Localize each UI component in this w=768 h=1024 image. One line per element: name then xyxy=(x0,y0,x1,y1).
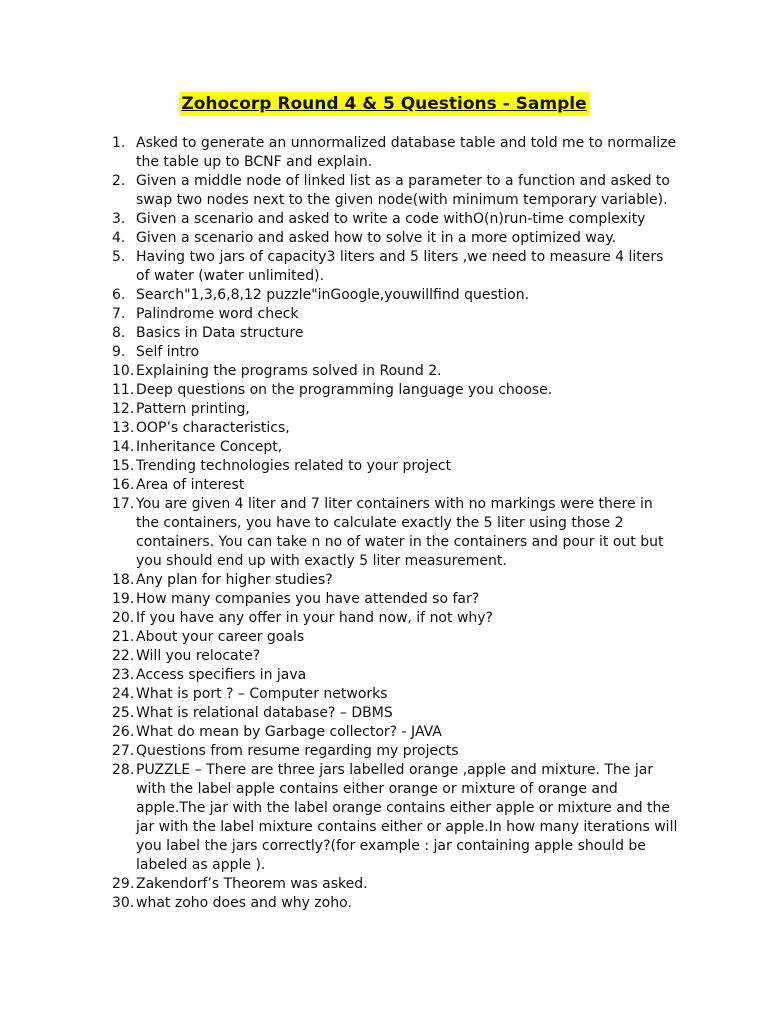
list-item-text: Access specifiers in java xyxy=(136,667,307,683)
list-item-number: 1. xyxy=(112,135,126,151)
list-item-number: 19. xyxy=(112,591,135,607)
list-item-text: What is relational database? – DBMS xyxy=(136,705,393,721)
list-item-text: Asked to generate an unnormalized database table and told me to normalize the table up to BCNF and explain. xyxy=(136,135,677,170)
list-item-text: How many companies you have attended so far? xyxy=(136,591,480,607)
list-item xyxy=(112,875,678,894)
title-container xyxy=(0,92,768,116)
list-item-number: 2. xyxy=(112,173,126,189)
list-item-number: 13. xyxy=(112,420,135,436)
list-item-text: Having two jars of capacity3 liters and 5 liters ,we need to measure 4 liters of water (water unlimited). xyxy=(136,249,664,284)
list-item-number: 15. xyxy=(112,458,135,474)
list-item-text: Questions from resume regarding my projects xyxy=(136,743,459,759)
list-item-text: Pattern printing, xyxy=(136,401,250,417)
list-item xyxy=(112,457,678,476)
list-item-text: Zakendorf’s Theorem was asked. xyxy=(136,876,368,892)
list-item xyxy=(112,628,678,647)
page-title: Zohocorp Round 4 & 5 Questions - Sample xyxy=(181,94,587,114)
list-item xyxy=(112,172,678,210)
list-item-number: 7. xyxy=(112,306,126,322)
list-item-text: Given a scenario and asked to write a code withO(n)run-time complexity xyxy=(136,211,646,227)
question-list xyxy=(112,134,678,913)
list-item xyxy=(112,381,678,400)
list-item xyxy=(112,894,678,913)
list-item xyxy=(112,362,678,381)
list-item xyxy=(112,229,678,248)
list-item xyxy=(112,438,678,457)
list-item-number: 22. xyxy=(112,648,135,664)
list-item xyxy=(112,742,678,761)
list-item-text: Trending technologies related to your project xyxy=(136,458,452,474)
list-item-number: 21. xyxy=(112,629,135,645)
list-item xyxy=(112,590,678,609)
list-item-number: 26. xyxy=(112,724,135,740)
list-item-number: 16. xyxy=(112,477,135,493)
list-item-number: 5. xyxy=(112,249,126,265)
list-item xyxy=(112,495,678,571)
list-item-number: 23. xyxy=(112,667,135,683)
list-item xyxy=(112,419,678,438)
list-item-number: 29. xyxy=(112,876,135,892)
list-item-number: 25. xyxy=(112,705,135,721)
list-item-text: You are given 4 liter and 7 liter containers with no markings were there in the containers, you have to calculate exactly the 5 liter using those 2 containers. You can take n no of water in the containers and pour it out but you should end up with exactly 5 liter measurement. xyxy=(136,496,664,569)
list-item xyxy=(112,343,678,362)
list-item-text: Given a middle node of linked list as a parameter to a function and asked to swap two nodes next to the given node(with minimum temporary variable). xyxy=(136,173,670,208)
list-item xyxy=(112,609,678,628)
list-item xyxy=(112,571,678,590)
list-item-number: 4. xyxy=(112,230,126,246)
list-item-text: Area of interest xyxy=(136,477,245,493)
list-item-number: 28. xyxy=(112,762,135,778)
list-item-number: 30. xyxy=(112,895,135,911)
list-item-text: what zoho does and why zoho. xyxy=(136,895,352,911)
list-item-text: Self intro xyxy=(136,344,200,360)
list-item xyxy=(112,134,678,172)
list-item xyxy=(112,248,678,286)
list-item-text: OOP’s characteristics, xyxy=(136,420,290,436)
list-item-text: What do mean by Garbage collector? - JAVA xyxy=(136,724,442,740)
list-item xyxy=(112,761,678,875)
list-item xyxy=(112,305,678,324)
list-item-number: 3. xyxy=(112,211,126,227)
list-item-number: 24. xyxy=(112,686,135,702)
list-item xyxy=(112,685,678,704)
list-item-number: 6. xyxy=(112,287,126,303)
list-item-number: 11. xyxy=(112,382,135,398)
list-item-text: If you have any offer in your hand now, if not why? xyxy=(136,610,493,626)
list-item-text: About your career goals xyxy=(136,629,305,645)
list-item xyxy=(112,286,678,305)
list-item xyxy=(112,647,678,666)
list-item-number: 14. xyxy=(112,439,135,455)
list-item-text: What is port ? – Computer networks xyxy=(136,686,388,702)
list-item-text: Any plan for higher studies? xyxy=(136,572,333,588)
list-item-text: Will you relocate? xyxy=(136,648,261,664)
list-item-text: Given a scenario and asked how to solve it in a more optimized way. xyxy=(136,230,617,246)
list-item-number: 12. xyxy=(112,401,135,417)
list-item xyxy=(112,723,678,742)
list-item xyxy=(112,210,678,229)
list-item-text: Inheritance Concept, xyxy=(136,439,283,455)
list-item-text: Deep questions on the programming language you choose. xyxy=(136,382,553,398)
list-item-text: Explaining the programs solved in Round 2. xyxy=(136,363,442,379)
list-item-text: Basics in Data structure xyxy=(136,325,304,341)
list-item-text: Palindrome word check xyxy=(136,306,299,322)
list-item-number: 17. xyxy=(112,496,135,512)
list-item xyxy=(112,324,678,343)
list-item xyxy=(112,666,678,685)
list-item-number: 10. xyxy=(112,363,135,379)
list-item xyxy=(112,704,678,723)
list-item-number: 18. xyxy=(112,572,135,588)
list-item-number: 27. xyxy=(112,743,135,759)
list-item-number: 8. xyxy=(112,325,126,341)
list-item xyxy=(112,476,678,495)
list-item xyxy=(112,400,678,419)
list-item-number: 9. xyxy=(112,344,126,360)
list-item-text: PUZZLE – There are three jars labelled orange ,apple and mixture. The jar with the label apple contains either orange or mixture of orange and apple.The jar with the label orange contains either apple or mixture and the jar with the label mixture contains either or apple.In how many iterations will you label the jars correctly?(for example : jar containing apple should be labeled as apple ). xyxy=(136,762,678,873)
list-item-text: Search"1,3,6,8,12 puzzle"inGoogle,youwillfind question. xyxy=(136,287,530,303)
list-item-number: 20. xyxy=(112,610,135,626)
